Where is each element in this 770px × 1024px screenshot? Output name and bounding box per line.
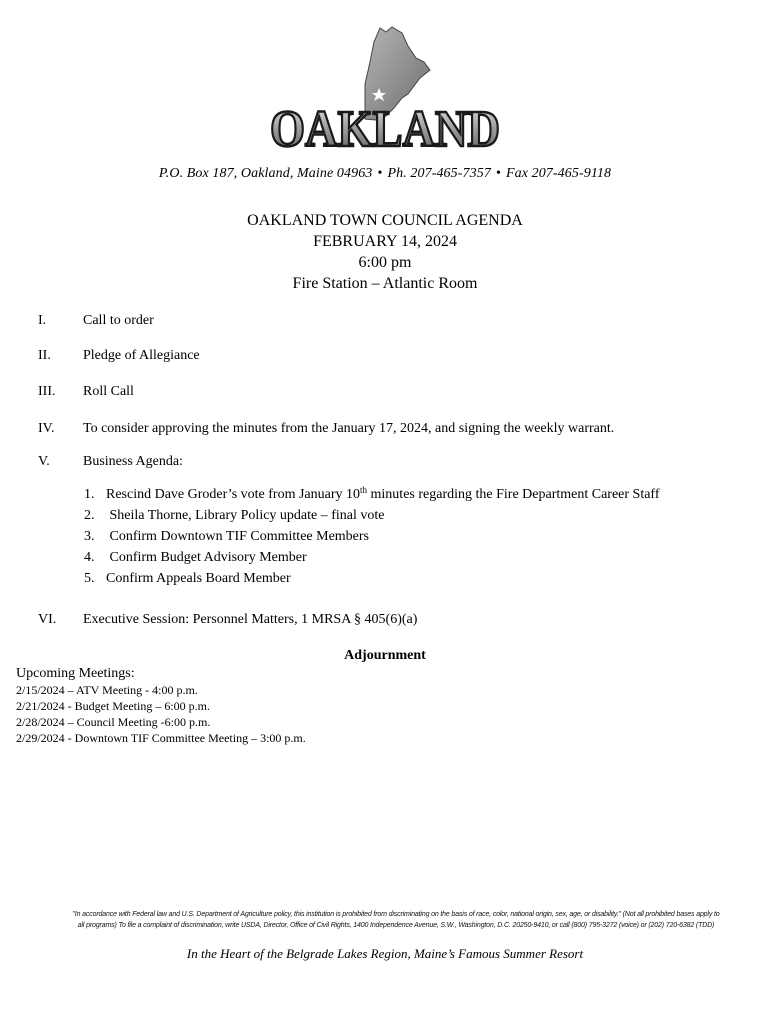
agenda-item-text: Pledge of Allegiance xyxy=(83,348,200,363)
agenda-item-text: Executive Session: Personnel Matters, 1 MRSA § 405(6)(a) xyxy=(83,612,418,627)
business-item-number: 1. xyxy=(84,487,95,502)
meeting-entry: 2/29/2024 - Downtown TIF Committee Meeting – 3:00 p.m. xyxy=(16,731,306,745)
maine-map-icon xyxy=(262,24,508,158)
agenda-item-text: To consider approving the minutes from the January 17, 2024, and signing the weekly warrant. xyxy=(83,421,615,436)
agenda-item-text: Call to order xyxy=(83,313,154,328)
footer-tagline: In the Heart of the Belgrade Lakes Region, Maine’s Famous Summer Resort xyxy=(186,946,584,961)
disclaimer-line: "In accordance with Federal law and U.S. Department of Agriculture policy, this institution is prohibited from discriminating on the basis of race, color, national origin, sex, age, or disability." (Not all prohibited bases apply to xyxy=(72,911,720,918)
contact-line xyxy=(0,166,770,182)
phone-number: Ph. 207-465-7357 xyxy=(387,166,491,181)
separator: • xyxy=(495,166,501,181)
meeting-location: Fire Station – Atlantic Room xyxy=(292,275,478,292)
agenda-item xyxy=(38,421,758,441)
logo-wordmark: OAKLAND xyxy=(270,101,500,158)
business-item-number: 3. xyxy=(84,529,95,544)
adjournment: Adjournment xyxy=(344,648,426,663)
agenda-item-number: III. xyxy=(38,384,56,399)
business-item-number: 2. xyxy=(84,508,95,523)
agenda-item-text: Roll Call xyxy=(83,384,134,399)
business-item-text: minutes regarding the Fire Department Career Staff xyxy=(367,487,660,502)
upcoming-meetings xyxy=(16,666,306,746)
ordinal-suffix: th xyxy=(360,485,368,495)
agenda-heading xyxy=(0,210,770,294)
agenda-item-number: VI. xyxy=(38,612,57,627)
business-item-text: Rescind Dave Groder’s vote from January 10 xyxy=(106,487,361,502)
business-item-text: Confirm Downtown TIF Committee Members xyxy=(106,529,369,544)
agenda-item-number: I. xyxy=(38,313,47,328)
fax-number: Fax 207-465-9118 xyxy=(505,166,612,181)
separator: • xyxy=(377,166,383,181)
business-item xyxy=(84,487,660,507)
meeting-date: FEBRUARY 14, 2024 xyxy=(313,233,457,250)
agenda-item-number: IV. xyxy=(38,421,55,436)
business-item-text: Confirm Budget Advisory Member xyxy=(106,550,307,565)
agenda-item-number: V. xyxy=(38,454,50,469)
business-item xyxy=(84,571,291,591)
agenda-item xyxy=(38,348,758,368)
oakland-logo xyxy=(262,24,508,158)
business-item xyxy=(84,529,369,549)
disclaimer-line: all programs) To file a complaint of discrimination, write USDA, Director, Office of Civil Rights, 1400 Independence Avenue, S.W., Washington, D.C. 20250-9410, or call (800) 795-3272 (voice) or (202) 720-6382 (TDD) xyxy=(77,922,715,929)
meeting-time: 6:00 pm xyxy=(358,254,412,271)
business-item xyxy=(84,550,307,570)
meeting-entry: 2/28/2024 – Council Meeting -6:00 p.m. xyxy=(16,715,211,729)
upcoming-meetings-title: Upcoming Meetings: xyxy=(16,666,135,681)
meeting-entry: 2/15/2024 – ATV Meeting - 4:00 p.m. xyxy=(16,683,198,697)
agenda-item xyxy=(38,384,758,404)
agenda-item xyxy=(38,454,758,474)
business-item-number: 4. xyxy=(84,550,95,565)
business-item xyxy=(84,508,385,528)
meeting-entry: 2/21/2024 - Budget Meeting – 6:00 p.m. xyxy=(16,699,210,713)
business-item-number: 5. xyxy=(84,571,95,586)
business-item-text: Sheila Thorne, Library Policy update – final vote xyxy=(106,508,385,523)
agenda-title: OAKLAND TOWN COUNCIL AGENDA xyxy=(247,212,523,229)
usda-disclaimer xyxy=(40,909,752,931)
agenda-item-text: Business Agenda: xyxy=(83,454,183,469)
agenda-item-number: II. xyxy=(38,348,51,363)
po-box: P.O. Box 187, Oakland, Maine 04963 xyxy=(158,166,373,181)
agenda-item xyxy=(38,612,758,632)
agenda-item xyxy=(38,313,758,333)
business-item-text: Confirm Appeals Board Member xyxy=(106,571,291,586)
